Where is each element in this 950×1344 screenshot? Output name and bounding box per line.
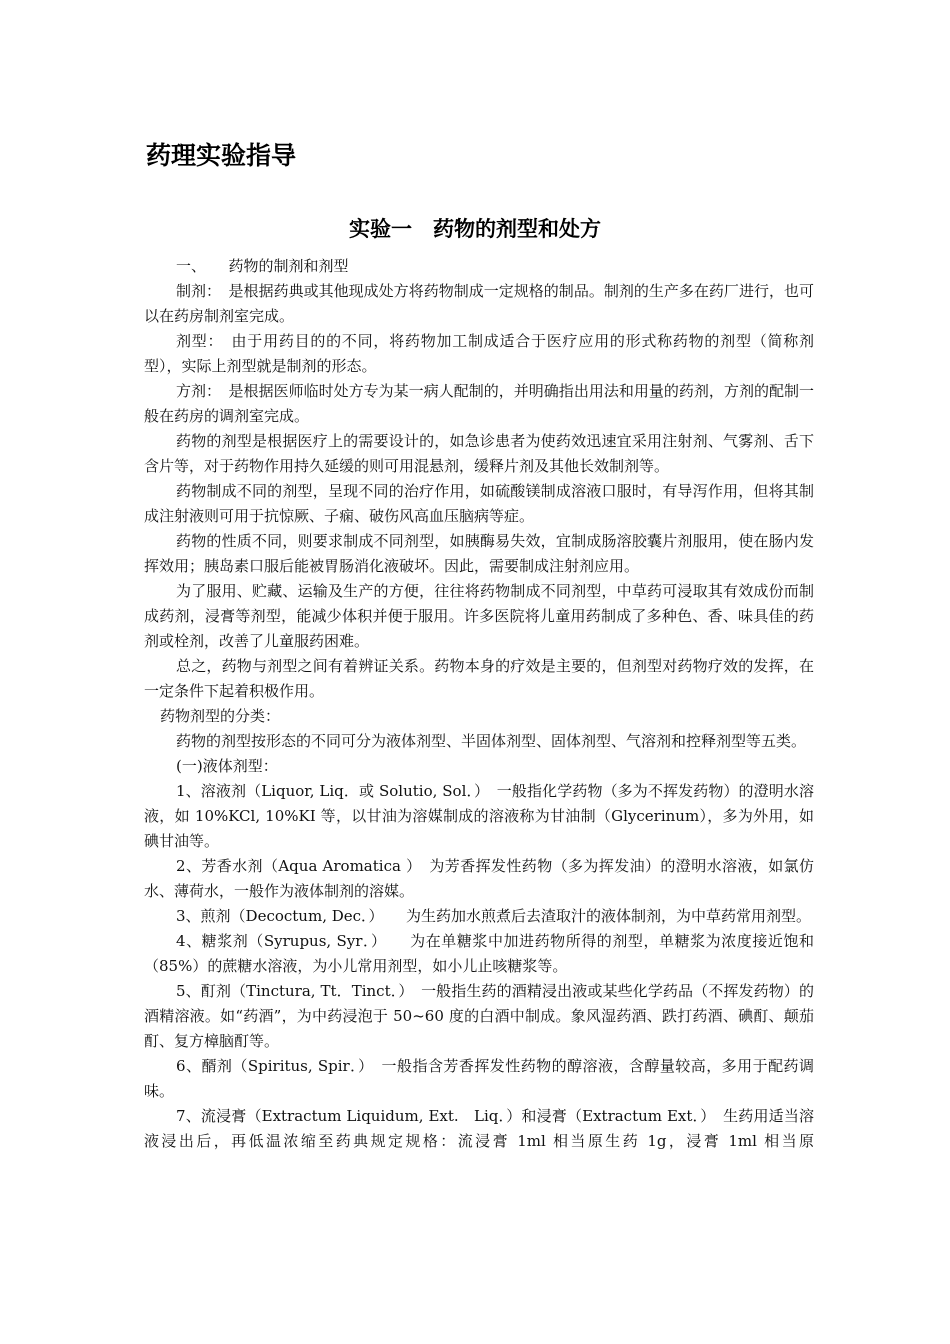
paragraph: 药物的性质不同，则要求制成不同剂型，如胰酶易失效，宜制成肠溶胶囊片剂服用，使在肠内发挥效用；胰岛素口服后能被胃肠消化液破坏。因此，需要制成注射剂应用。 [144,532,814,575]
list-item: 4、糖浆剂（Syrupus, Syr．） 为在单糖浆中加进药物所得的剂型，单糖浆为浓度接近饱和（85%）的蔗糖水溶液，为小儿常用剂型，如小儿止咳糖浆等。 [144,932,814,975]
paragraph: 药物制成不同的剂型，呈现不同的治疗作用，如硫酸镁制成溶液口服时，有导泻作用，但将其制成注射液则可用于抗惊厥、子痫、破伤风高血压脑病等症。 [144,482,814,525]
section-heading: 药物剂型的分类： [160,707,281,725]
document-body [144,254,814,1154]
paragraph: 为了服用、贮藏、运输及生产的方便，往往将药物制成不同剂型，中草药可浸取其有效成份而制成药剂，浸膏等剂型，能减少体积并便于服用。许多医院将儿童用药制成了多种色、香、味具佳的药剂或栓剂，改善了儿童服药困难。 [144,582,814,650]
paragraph: 总之，药物与剂型之间有着辨证关系。药物本身的疗效是主要的，但剂型对药物疗效的发挥，在一定条件下起着积极作用。 [144,657,814,700]
document-title: 药理实验指导 [146,141,297,170]
paragraph: 方剂： 是根据医师临时处方专为某一病人配制的，并明确指出用法和用量的药剂，方剂的配制一般在药房的调剂室完成。 [144,382,814,425]
list-item: 2、芳香水剂（Aqua Aromatica ） 为芳香挥发性药物（多为挥发油）的澄明水溶液，如氯仿水、薄荷水，一般作为液体制剂的溶媒。 [144,857,814,900]
paragraph: 剂型： 由于用药目的的不同，将药物加工制成适合于医疗应用的形式称药物的剂型（简称剂型），实际上剂型就是制剂的形态。 [144,332,814,375]
paragraph: 药物的剂型按形态的不同可分为液体剂型、半固体剂型、固体剂型、气溶剂和控释剂型等五类。 [176,732,807,750]
list-item: 1、溶液剂（Liquor, Liq．或 Solutio, Sol．） 一般指化学药物（多为不挥发药物）的澄明水溶液，如 10%KCl, 10%KI 等，以甘油为溶媒制成的溶液称为甘油制（Glycerinum），多为外用，如碘甘油等。 [144,782,814,850]
list-item: 6、醑剂（Spiritus, Spir．） 一般指含芳香挥发性药物的醇溶液，含醇量较高，多用于配药调味。 [144,1057,814,1100]
section-heading: 一、 药物的制剂和剂型 [176,257,349,275]
section-heading: (一)液体剂型： [176,757,278,775]
list-item: 7、流浸膏（Extractum Liquidum, Ext. Liq．）和浸膏（Extractum Ext．） 生药用适当溶液浸出后，再低温浓缩至药典规定规格：流浸膏 1ml 相当原生药 1g，浸膏 1ml 相当原 [144,1107,814,1150]
paragraph: 制剂： 是根据药典或其他现成处方将药物制成一定规格的制品。制剂的生产多在药厂进行，也可以在药房制剂室完成。 [144,282,814,325]
experiment-title: 实验一 药物的剂型和处方 [349,216,601,241]
paragraph: 药物的剂型是根据医疗上的需要设计的，如急诊患者为使药效迅速宜采用注射剂、气雾剂、舌下含片等，对于药物作用持久延缓的则可用混悬剂，缓释片剂及其他长效制剂等。 [144,432,814,475]
list-item: 5、酊剂（Tinctura, Tt．Tinct．） 一般指生药的酒精浸出液或某些化学药品（不挥发药物）的酒精溶液。如“药酒”，为中药浸泡于 50~60 度的白酒中制成。象风湿药酒、跌打药酒、碘酊、颠茄酊、复方樟脑酊等。 [144,982,814,1050]
list-item: 3、煎剂（Decoctum, Dec．） 为生药加水煎煮后去渣取汁的液体制剂，为中草药常用剂型。 [176,907,812,925]
